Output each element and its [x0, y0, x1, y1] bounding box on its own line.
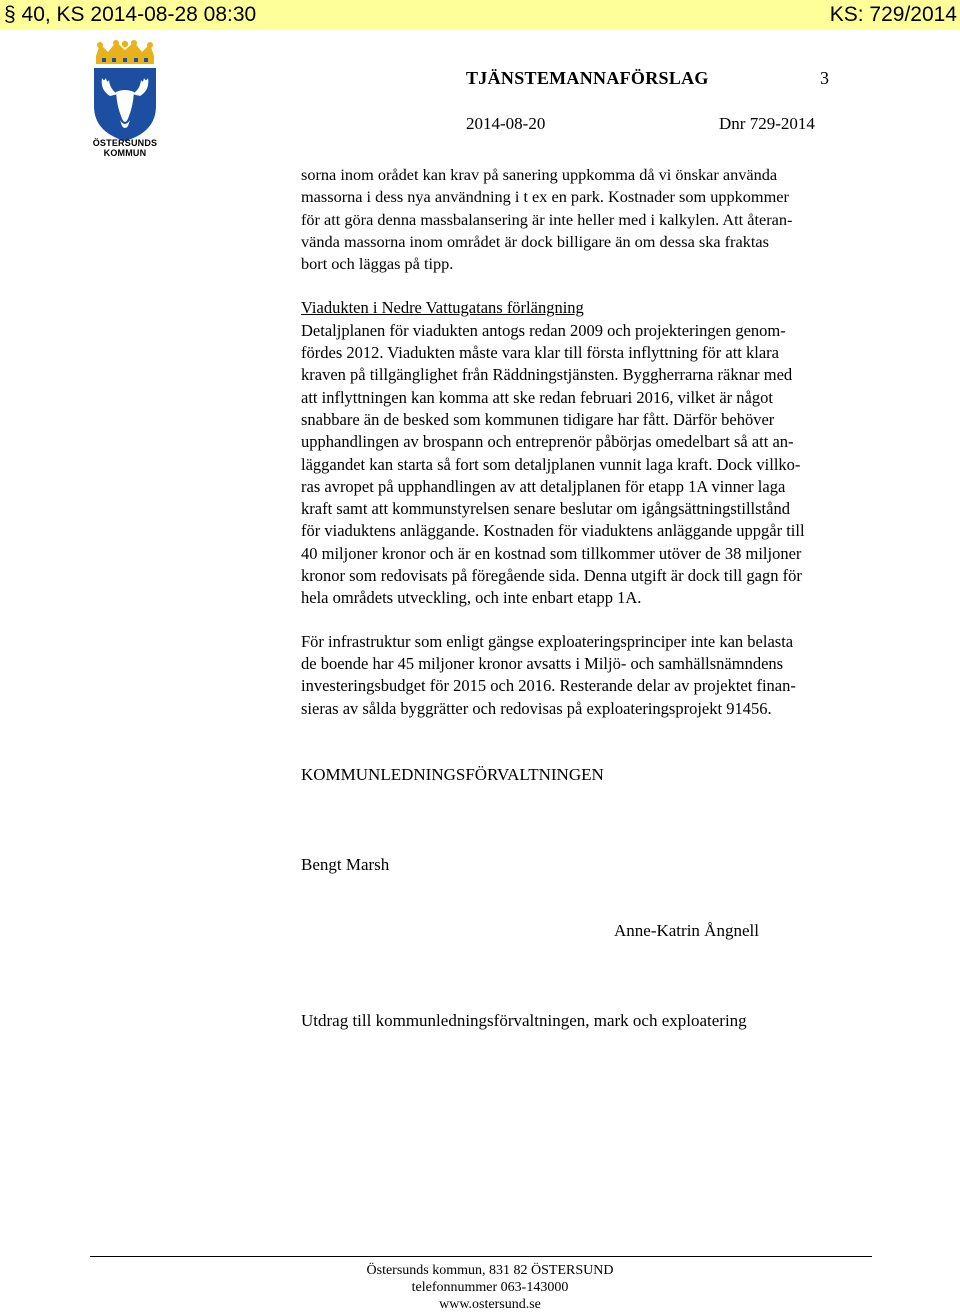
signer-2: Anne-Katrin Ångnell	[614, 921, 759, 940]
diary-number: Dnr 729-2014	[719, 114, 815, 133]
logo-text-line2: KOMMUN	[103, 148, 147, 158]
document-body	[301, 164, 901, 720]
page-footer	[300, 1262, 680, 1313]
text-line: kronor som redovisats på föregående sida. Denna utgift är dock till gagn för	[301, 566, 802, 586]
text-line: de boende har 45 miljoner kronor avsatts i Miljö- och samhällsnämndens	[301, 653, 784, 673]
text-line: massorna i dess nya användning i t ex en park. Kostnader som uppkommer	[301, 187, 789, 207]
section-heading: Viadukten i Nedre Vattugatans förlängning	[301, 298, 584, 318]
municipality-logo	[90, 40, 160, 160]
agenda-bar	[0, 0, 960, 30]
text-line: bort och läggas på tipp.	[301, 254, 454, 274]
page-number: 3	[820, 68, 829, 88]
text-line: sorna inom orådet kan krav på sanering uppkomma då vi önskar använda	[301, 165, 778, 184]
logo-text-line1: ÖSTERSUNDS	[92, 138, 158, 148]
text-line: läggandet kan starta så fort som detaljplanen vunnit laga kraft. Dock villko-	[301, 454, 801, 474]
text-line: hela områdets utveckling, och inte enbart etapp 1A.	[301, 588, 642, 608]
signer-1: Bengt Marsh	[301, 855, 390, 874]
document-date: 2014-08-20	[466, 114, 546, 133]
text-line: fördes 2012. Viadukten måste vara klar till första inflyttning för att klara	[301, 343, 779, 363]
text-line: sieras av sålda byggrätter och redovisas på exploateringsprojekt 91456.	[301, 698, 772, 718]
text-line: för viaduktens anläggande. Kostnaden för viaduktens anläggande uppgår till	[301, 521, 805, 541]
paragraph-1	[301, 164, 901, 275]
footer-website: www.ostersund.se	[439, 1297, 541, 1312]
footer-address: Östersunds kommun, 831 82 ÖSTERSUND	[366, 1263, 614, 1278]
text-line: 40 miljoner kronor och är en kostnad som tillkommer utöver de 38 miljoner	[301, 543, 802, 563]
text-line: att inflyttningen kan komma att ske redan februari 2016, vilket är något	[301, 387, 773, 407]
paragraph-3	[301, 631, 901, 720]
text-line: kraft samt att kommunstyrelsen senare beslutar om igångsättningstillstånd	[301, 499, 790, 519]
paragraph-2	[301, 297, 901, 609]
text-line: Detaljplanen för viadukten antogs redan 2009 och projekteringen genom-	[301, 320, 786, 340]
footer-divider	[90, 1256, 872, 1257]
text-line: för att göra denna massbalansering är inte heller med i kalkylen. Att återan-	[301, 209, 793, 229]
distribution-list: Utdrag till kommunledningsförvaltningen, mark och exploatering	[301, 1011, 747, 1030]
crown-icon	[96, 40, 154, 64]
case-number: KS: 729/2014	[829, 3, 957, 26]
coat-of-arms-icon	[90, 40, 160, 142]
text-line: vända massorna inom området är dock billigare än om dessa ska fraktas	[301, 231, 769, 251]
document-type-title: TJÄNSTEMANNAFÖRSLAG	[466, 68, 709, 88]
text-line: För infrastruktur som enligt gängse exploateringsprinciper inte kan belasta	[301, 631, 794, 651]
text-line: snabbare än de besked som kommunen tidigare har fått. Därför behöver	[301, 409, 775, 429]
department-name: KOMMUNLEDNINGSFÖRVALTNINGEN	[301, 765, 604, 784]
agenda-item-label: § 40, KS 2014-08-28 08:30	[4, 3, 257, 26]
text-line: kraven på tillgänglighet från Räddningstjänsten. Byggherrarna räknar med	[301, 365, 793, 385]
footer-phone: telefonnummer 063-143000	[411, 1280, 569, 1295]
text-line: upphandlingen av brospann och entreprenör påbörjas omedelbart så att an-	[301, 432, 794, 452]
text-line: ras avropet på upphandlingen av att detaljplanen för etapp 1A vinner laga	[301, 476, 786, 496]
text-line: investeringsbudget för 2015 och 2016. Resterande delar av projektet finan-	[301, 676, 796, 696]
